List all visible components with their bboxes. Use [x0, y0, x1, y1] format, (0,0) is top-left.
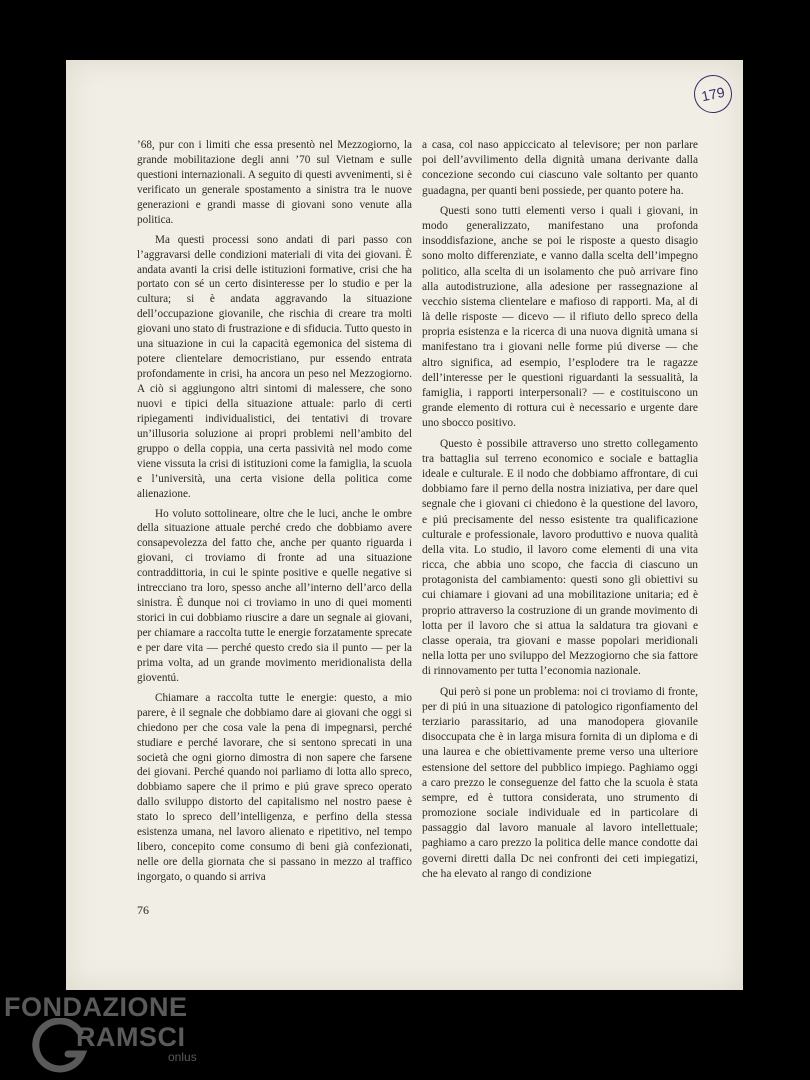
book-page [66, 60, 743, 990]
text-column-right [422, 138, 698, 898]
paragraph: Ho voluto sottolineare, oltre che le luci, anche le ombre della situazione attuale perché credo che dobbiamo avere consapevolezza del fatto che, anche per quanto riguarda i giovani, ci troviamo di fronte ad una situazione contraddittoria, in cui le spinte positive e quelle negative si intrecciano tra loro, spesso anche all’interno dell’arco della sinistra. È dunque noi ci troviamo in uno di quei momenti storici in cui dobbiamo riuscire a dare un segnale ai giovani, per chiamare a raccolta tutte le energie forzatamente sprecate e per dare vita — perché questo credo sia il punto — per la prima volta, ad un grande movimento meridionalista della gioventú. [137, 507, 412, 684]
text-column-left [137, 138, 412, 898]
paragraph: Questi sono tutti elementi verso i quali i giovani, in modo generalizzato, manifestano una profonda insoddisfazione, anche se poi le risposte a questo disagio sono molto differenziate, e vanno dalla scelta dell’impegno politico, alla scelta di un isolamento che può arrivare fino alla autodistruzione, alla adesione per rassegnazione al vecchio sistema clientelare e mafioso di rapporti. Ma, al di là delle risposte — dicevo — il rifiuto dello spreco della propria esistenza e la ricerca di una nuova dignità umana si manifestano tra i giovani nelle forme piú diverse — che altro significa, ad esempio, l’esplodere tra le ragazze dell’interesse per le questioni riguardanti la sessualità, la famiglia, i rapporti interpersonali? — e costituiscono un grande elemento di rottura cui è necessario e urgente dare uno sbocco positivo. [422, 204, 698, 430]
page-number: 76 [137, 903, 149, 917]
watermark-line-1: FONDAZIONE [4, 992, 188, 1022]
watermark-line-3: onlus [168, 1050, 197, 1064]
paragraph: Questo è possibile attraverso uno stretto collegamento tra battaglia sul terreno economico e sociale e battaglia ideale e culturale. E il nodo che dobbiamo affrontare, di cui dobbiamo fare il perno della nostra iniziativa, per dare quel segnale che i giovani ci chiedono è la questione del lavoro, e piú precisamente del nesso esistente tra qualificazione culturale e professionale, lavoro produttivo e nuova qualità della vita. Lo studio, il lavoro come elementi di una vita ricca, che abbia uno scopo, che faccia di ciascuno un protagonista del cambiamento: questi sono gli obiettivi su cui chiamare i giovani ad una mobilitazione unitaria; ed è proprio attraverso la costruzione di un grande movimento di lotta per il lavoro che si attua la saldatura tra giovani e classe operaia, tra giovani e masse popolari meridionali nella lotta per uno sviluppo del Mezzogiorno che sia fattore di rinnovamento per tutta l’economia nazionale. [422, 437, 698, 678]
archive-number: 179 [699, 83, 727, 105]
paragraph: Qui però si pone un problema: noi ci troviamo di fronte, per di piú in una situazione di patologico rigonfiamento del terziario parassitario, ad una manodopera giovanile disoccupata che è in larga misura fornita di un diploma e di una laurea e che obiettivamente preme verso una ulteriore estensione del settore del pubblico impiego. Paghiamo oggi a caro prezzo le conseguenze del fatto che la scuola è stata sempre, ed è tuttora considerata, uno strumento di promozione sociale individuale ed in particolare di passaggio dal lavoro manuale al lavoro intellettuale; paghiamo a caro prezzo la politica delle mance condotte dai governi diretti dalla Dc nei confronti dei ceti impiegatizi, che ha elevato al rango di condizione [422, 685, 698, 880]
archive-number-stamp [690, 71, 735, 116]
paragraph: Ma questi processi sono andati di pari passo con l’aggravarsi delle condizioni materiali di vita dei giovani. È andata avanti la crisi delle istituzioni formative, crisi che ha portato con sé un certo disinteresse per lo studio e per la cultura; si è andata aggravando la situazione dell’occupazione giovanile, che rischia di creare tra molti giovani uno stato di frustrazione e di sfiducia. Tutto questo in una situazione in cui la capacità egemonica del sistema di potere clientelare democristiano, pur essendo entrata profondamente in crisi, ha ancora un peso nel Mezzogiorno. A ciò si aggiungono altri sintomi di malessere, che sono nuovi e tipici della situazione attuale: parlo di certi ripiegamenti individualistici, dei tentativi di trovare un’illusoria soluzione ai propri problemi nell’ambito del gruppo o della coppia, una certa passività nel modo come viene vissuta la crisi di istituzioni come la famiglia, la scuola e l’università, una certa visione della politica come alienazione. [137, 233, 412, 500]
paragraph: a casa, col naso appiccicato al televisore; per non parlare poi dell’avvilimento della dignità umana derivante dalla concezione secondo cui ciascuno vale soltanto per quanto guadagna, per quanti beni possiede, per quanto potere ha. [422, 139, 698, 197]
fondazione-gramsci-watermark [0, 992, 220, 1076]
watermark-line-2: RAMSCI [76, 1022, 186, 1052]
paragraph: Chiamare a raccolta tutte le energie: questo, a mio parere, è il segnale che dobbiamo dare ai giovani che oggi si chiedono per che cosa vale la pena di impegnarsi, perché studiare e perché lavorare, che si sentono sprecati in una società che ogni giorno dimostra di non sapere che farsene dei giovani. Perché quando noi parliamo di lotta allo spreco, dobbiamo sapere che il primo e piú grave spreco operato dallo sviluppo distorto del capitalismo nel nostro paese è stato lo spreco dell’intelligenza, e perfino della stessa esistenza umana, nel lavoro alienato e ripetitivo, nel tempo libero, concepito come consumo di beni già confezionati, nelle ore della giornata che si passano in mezzo al traffico ingorgato, o quando si arriva [137, 691, 412, 883]
paragraph: ’68, pur con i limiti che essa presentò nel Mezzogiorno, la grande mobilitazione degli anni ’70 sul Vietnam e sulle questioni internazionali. A seguito di questi avvenimenti, si è verificato un generale spostamento a sinistra tra le nuove generazioni e grandi masse di giovani sono venute alla politica. [137, 139, 412, 226]
